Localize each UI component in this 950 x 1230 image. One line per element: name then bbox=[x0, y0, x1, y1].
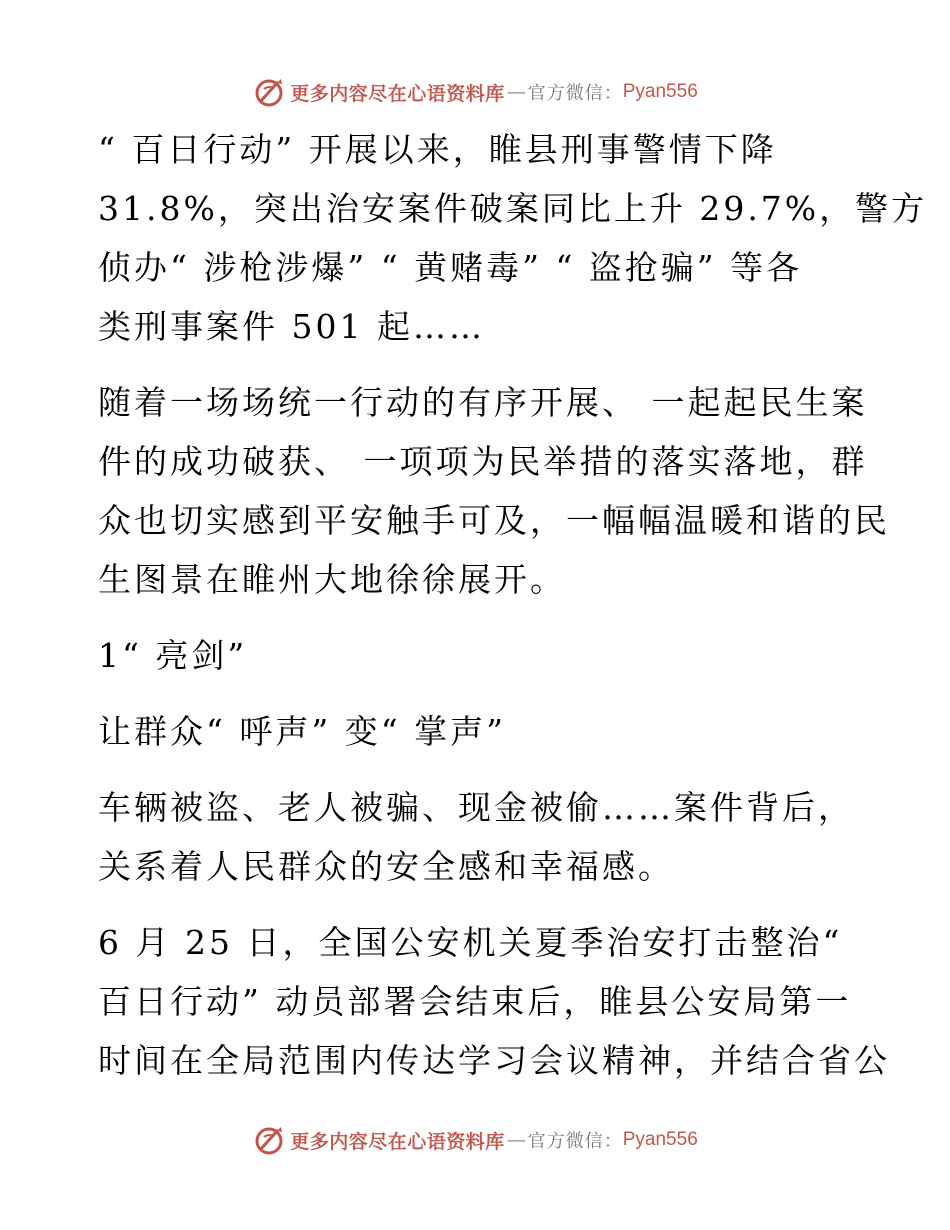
paragraph-cases bbox=[98, 778, 858, 896]
watermark-separator: — bbox=[506, 81, 526, 103]
text-line: 车辆被盗、老人被骗、现金被偷……案件背后， bbox=[98, 788, 854, 827]
text-line: 6 月 25 日，全国公安机关夏季治安打击整治“ bbox=[98, 923, 843, 962]
text-line: 生图景在睢州大地徐徐展开。 bbox=[98, 560, 566, 599]
text-line: 类刑事案件 501 起…… bbox=[98, 307, 485, 346]
watermark-label: 官方微信： bbox=[527, 83, 623, 104]
text-line: 随着一场场统一行动的有序开展、 一起起民生案 bbox=[98, 383, 868, 422]
text-line: 百日行动” 动员部署会结束后，睢县公安局第一 bbox=[98, 982, 852, 1021]
section-heading bbox=[98, 626, 858, 685]
text-line: 件的成功破获、 一项项为民举措的落实落地，群 bbox=[98, 442, 868, 481]
text-line: 关系着人民群众的安全感和幸福感。 bbox=[98, 847, 674, 886]
watermark-header bbox=[0, 72, 950, 112]
text-line: 31.8%，突出治安案件破案同比上升 29.7%，警方 bbox=[98, 189, 928, 228]
section-subheading bbox=[98, 702, 858, 761]
paragraph-summary bbox=[98, 373, 890, 609]
watermark-label: 官方微信： bbox=[527, 1131, 623, 1152]
text-line: 众也切实感到平安触手可及，一幅幅温暖和谐的民 bbox=[98, 501, 890, 540]
text-line: 让群众“ 呼声” 变“ 掌声” bbox=[98, 712, 506, 751]
text-line: “ 百日行动” 开展以来，睢县刑事警情下降 bbox=[98, 130, 777, 169]
watermark-id: Pyan556 bbox=[622, 1129, 698, 1150]
text-line: 侦办“ 涉枪涉爆” “ 黄赌毒” “ 盗抢骗” 等各 bbox=[98, 248, 803, 287]
pen-logo-icon bbox=[252, 1123, 286, 1157]
watermark-id: Pyan556 bbox=[622, 81, 698, 102]
paragraph-meeting bbox=[98, 913, 890, 1090]
paragraph-stats bbox=[98, 120, 928, 356]
text-line: 时间在全局范围内传达学习会议精神，并结合省公 bbox=[98, 1041, 890, 1080]
watermark-separator: — bbox=[506, 1129, 526, 1151]
text-line: 1“ 亮剑” bbox=[98, 636, 248, 675]
pen-logo-icon bbox=[252, 75, 286, 109]
document-body bbox=[98, 120, 928, 1107]
watermark-main-text: 更多内容尽在心语资料库 bbox=[290, 82, 505, 105]
watermark-footer bbox=[0, 1120, 950, 1160]
watermark-main-text: 更多内容尽在心语资料库 bbox=[290, 1130, 505, 1153]
